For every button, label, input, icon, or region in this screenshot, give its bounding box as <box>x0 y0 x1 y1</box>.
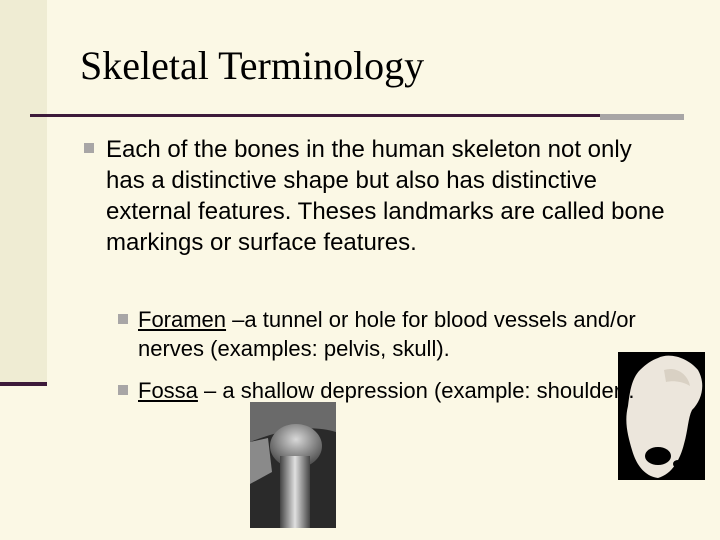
shoulder-xray-image <box>250 402 336 528</box>
sub-bullet-foramen <box>138 305 668 363</box>
title-divider <box>30 114 630 117</box>
sub-bullet-marker-2 <box>118 385 128 395</box>
foramen-definition: –a tunnel or hole for blood vessels and/or nerves (examples: pelvis, skull). <box>138 307 636 361</box>
main-bullet-text: Each of the bones in the human skeleton not only has a distinctive shape but also has distinctive external features. Theses landmarks are called bone markings or surface features. <box>106 136 665 256</box>
title-divider-accent <box>600 114 684 120</box>
sub-bullet-marker-1 <box>118 314 128 324</box>
slide-title: Skeletal Terminology <box>80 43 425 88</box>
pelvis-bone-image <box>618 352 705 480</box>
pelvis-bone-icon <box>618 352 705 480</box>
fossa-definition: – a shallow depression (example: shoulder). <box>197 378 635 403</box>
left-accent-band <box>0 0 47 385</box>
main-bullet-marker <box>84 143 94 153</box>
left-accent-line <box>0 382 47 386</box>
shoulder-xray-icon <box>250 402 336 528</box>
fossa-term: Fossa <box>138 378 198 403</box>
sub-bullet-fossa <box>138 376 668 405</box>
foramen-term: Foramen <box>138 307 227 332</box>
